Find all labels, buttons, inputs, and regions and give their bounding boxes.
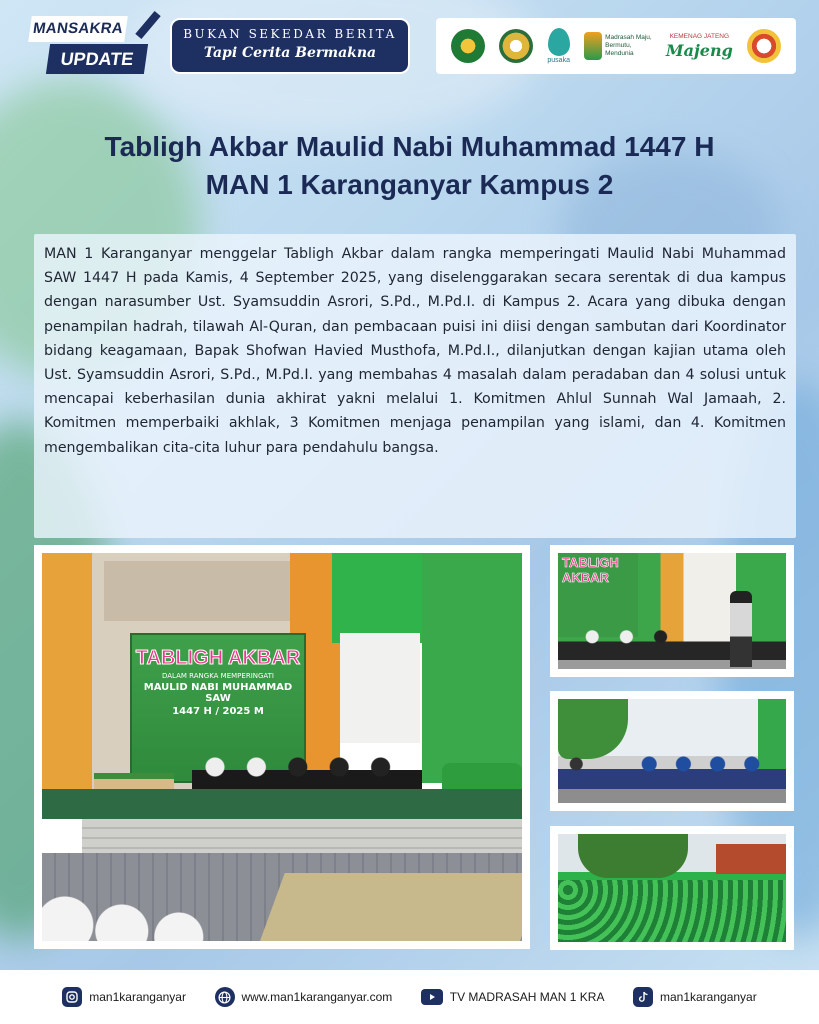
article-body: MAN 1 Karanganyar menggelar Tabligh Akbar dalam rangka memperingati Maulid Nabi Muhammad SAW 1447 H pada Kamis, 4 September 2025, yang diselenggarakan secara serentak di dua kampus dengan narasumber Ust. Syamsuddin Asrori, S.Pd., M.Pd.I. di Kampus 2. Acara yang dibuka dengan penampilan hadrah, tilawah Al-Quran, dan pembacaan puisi ini diisi dengan sambutan dari Koordinator bidang keagamaan, Bapak Shofwan Havied Musthofa, M.Pd.I., dilanjutkan dengan kajian utama oleh Ust. Syamsuddin Asrori, S.Pd., M.Pd.I. yang membahas 4 masalah dalam peradaban dan 4 solusi untuk mencapai keberhasilan dunia akhirat yakni melalui 1. Komitmen Ahlul Sunnah Wal Jamaah, 2. Komitmen memperbaiki akhlak, 3 Komitmen menjaga penampilan yang islami, dan 4. Komitmen mengembalikan cita-cita luhur para pendahulu bangsa. (44, 246, 786, 456)
pusaka-caption: pusaka (547, 57, 570, 64)
banner-main-text: MAULID NABI MUHAMMAD SAW (143, 682, 293, 704)
anniversary-logo-icon (747, 29, 781, 63)
tagline-line1: BUKAN SEKEDAR BERITA (183, 27, 397, 41)
article-box (34, 234, 796, 538)
badge-top-text: MANSAKRA (28, 16, 128, 42)
madrasah-text-1: Madrasah Maju, (605, 34, 652, 41)
youtube-icon (421, 989, 443, 1005)
majeng-logo (666, 33, 733, 60)
footer-social-bar (0, 970, 819, 1024)
page-title (20, 128, 799, 204)
madrasah-text-2: Bermutu, (605, 42, 632, 49)
side-photo-students (550, 826, 794, 950)
footer-tiktok[interactable] (633, 987, 757, 1007)
banner-title: TABLIGH AKBAR (135, 647, 301, 669)
school-logo-icon (499, 29, 533, 63)
madrasah-maju-logo (584, 32, 652, 60)
side1-banner-text: TABLIGH AKBAR (562, 555, 619, 585)
main-event-photo (34, 545, 530, 949)
tagline-line2: Tapi Cerita Bermakna (203, 45, 377, 61)
badge-bottom-text: UPDATE (46, 44, 148, 74)
madrasah-text-3: Mendunia (605, 50, 634, 57)
tiktok-icon (633, 987, 653, 1007)
tiktok-handle: man1karanganyar (659, 990, 757, 1004)
mansakra-update-badge (30, 16, 148, 74)
banner-year: 1447 H / 2025 M (172, 706, 264, 717)
footer-website[interactable] (215, 987, 393, 1007)
title-line-2: MAN 1 Karanganyar Kampus 2 (205, 169, 614, 200)
kemenag-logo-icon (451, 29, 485, 63)
globe-icon (215, 987, 235, 1007)
website-url: www.man1karanganyar.com (241, 990, 393, 1004)
banner-subtitle: DALAM RANGKA MEMPERINGATI (162, 672, 274, 680)
majeng-name: Majeng (665, 40, 733, 60)
youtube-channel: TV MADRASAH MAN 1 KRA (449, 990, 605, 1004)
tagline-box (170, 18, 410, 74)
footer-instagram[interactable] (62, 987, 186, 1007)
footer-youtube[interactable] (421, 989, 605, 1005)
pusaka-logo (547, 28, 570, 64)
instagram-icon (62, 987, 82, 1007)
majeng-top-text: KEMENAG JATENG (669, 32, 730, 40)
partner-logos (436, 18, 796, 74)
side-photo-audience (550, 691, 794, 811)
instagram-handle: man1karanganyar (89, 990, 186, 1004)
title-line-1: Tabligh Akbar Maulid Nabi Muhammad 1447 H (104, 131, 715, 162)
side-photo-speaker (550, 545, 794, 677)
